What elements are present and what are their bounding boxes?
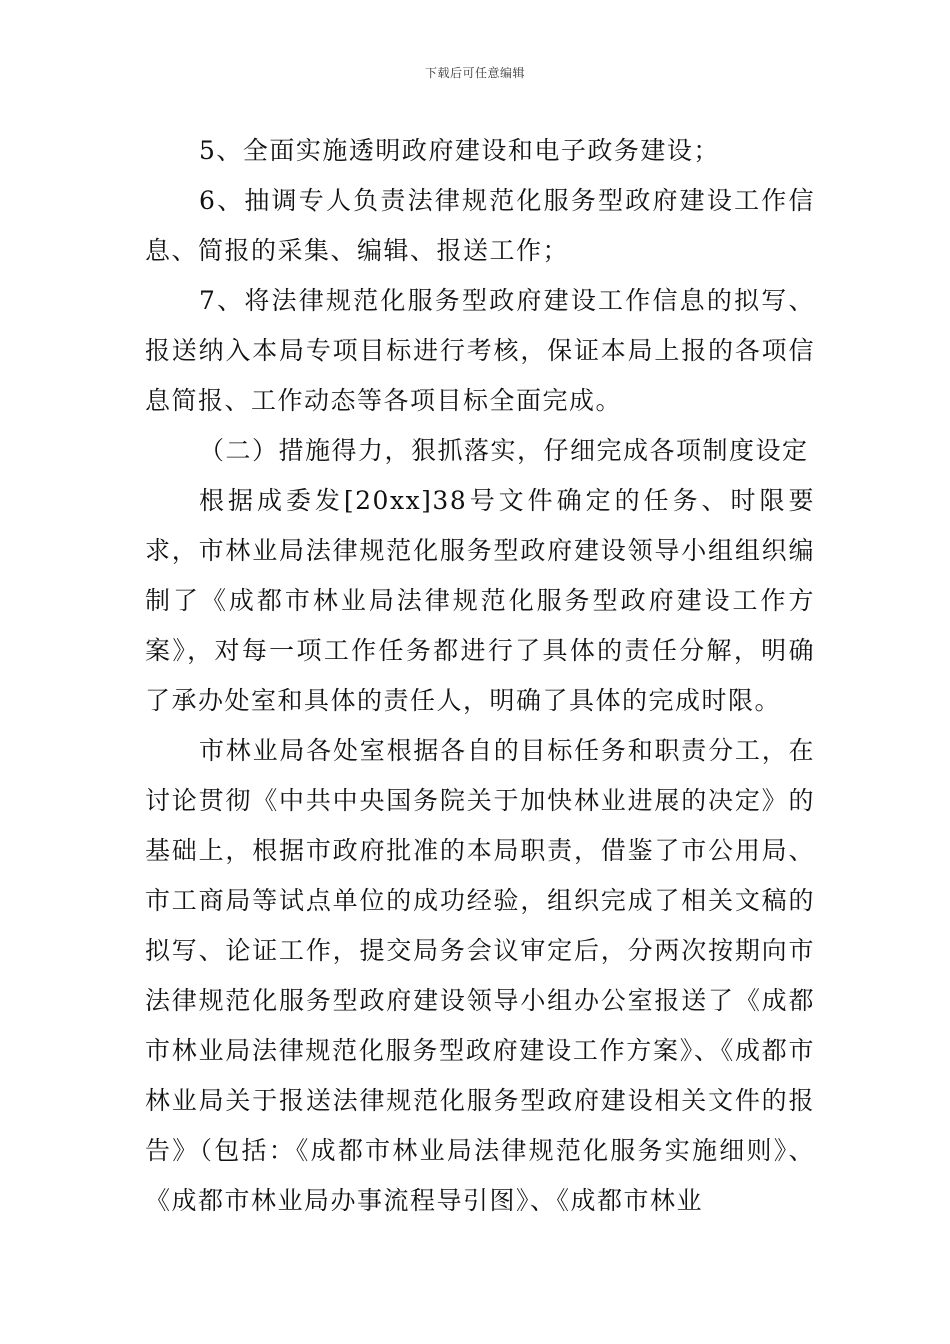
paragraph-item-5: 5、全面实施透明政府建设和电子政务建设；	[199, 136, 720, 165]
paragraph-task-basis: 根据成委发[20xx]38号文件确定的任务、时限要求，市林业局法律规范化服务型政府建设领导小组组织编制了《成都市林业局法律规范化服务型政府建设工作方案》，对每一项工作任务都进行了具体的责任分解，明确了承办处室和具体的责任人，明确了具体的完成时限。	[145, 486, 815, 715]
page-header: 下载后可任意编辑	[424, 66, 525, 80]
document-body	[145, 126, 815, 1226]
paragraph-item-7: 7、将法律规范化服务型政府建设工作信息的拟写、报送纳入本局专项目标进行考核，保证本局上报的各项信息简报、工作动态等各项目标全面完成。	[145, 286, 815, 415]
paragraph-item-6: 6、抽调专人负责法律规范化服务型政府建设工作信息、简报的采集、编辑、报送工作；	[145, 186, 815, 265]
section-heading: （二）措施得力，狠抓落实，仔细完成各项制度设定	[199, 436, 809, 465]
paragraph-implementation: 市林业局各处室根据各自的目标任务和职责分工，在讨论贯彻《中共中央国务院关于加快林业进展的决定》的基础上，根据市政府批准的本局职责，借鉴了市公用局、市工商局等试点单位的成功经验，组织完成了相关文稿的拟写、论证工作，提交局务会议审定后，分两次按期向市法律规范化服务型政府建设领导小组办公室报送了《成都市林业局法律规范化服务型政府建设工作方案》、《成都市林业局关于报送法律规范化服务型政府建设相关文件的报告》（包括：《成都市林业局法律规范化服务实施细则》、《成都市林业局办事流程导引图》、《成都市林业	[145, 736, 815, 1215]
